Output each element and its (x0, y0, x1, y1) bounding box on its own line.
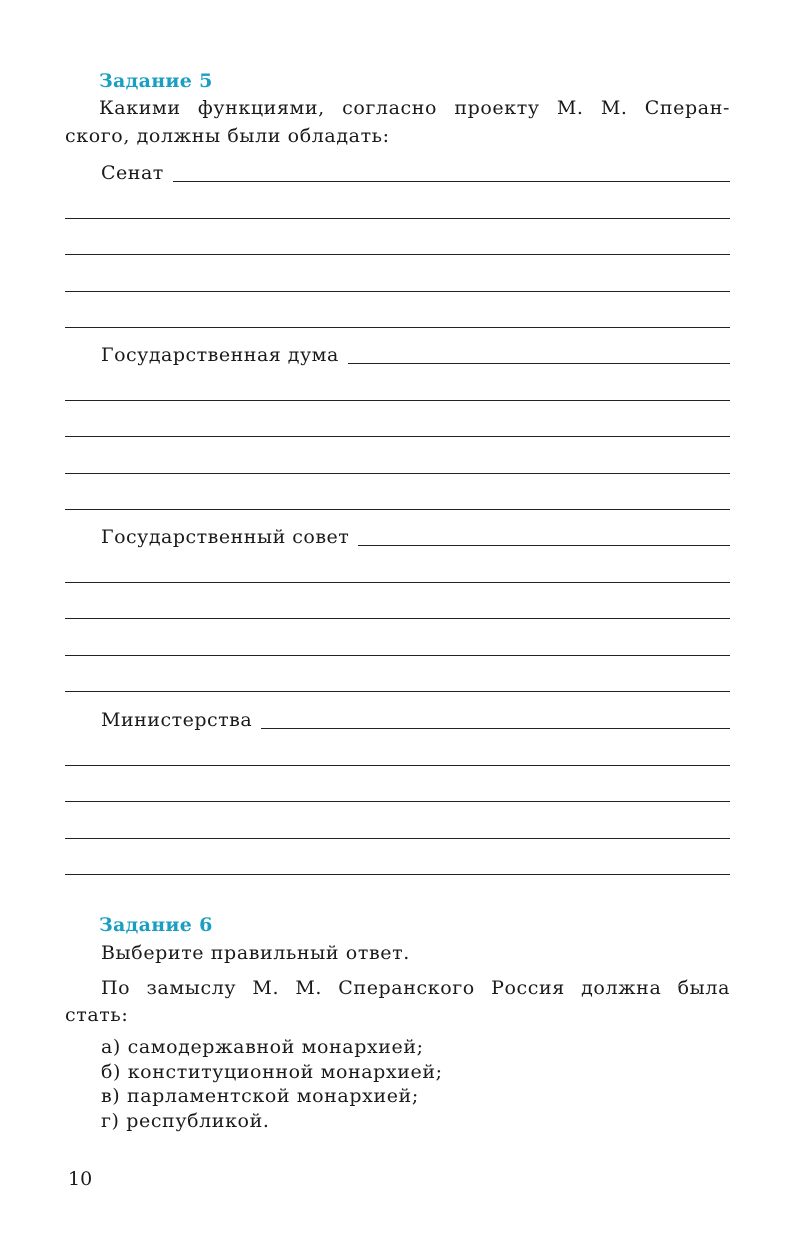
option-b[interactable]: б) конституционной монархией; (101, 1061, 443, 1083)
ministries-answer-line-1[interactable] (65, 765, 730, 766)
senate-answer-line-3[interactable] (65, 291, 730, 292)
senate-answer-line-2[interactable] (65, 254, 730, 255)
council-answer-line-1[interactable] (65, 582, 730, 583)
option-c[interactable]: в) парламентской монархией; (101, 1085, 419, 1107)
ministries-answer-line-2[interactable] (65, 801, 730, 802)
task-5-title: Задание 5 (99, 70, 213, 92)
ministries-answer-line-4[interactable] (65, 874, 730, 875)
senate-answer-line-4[interactable] (65, 327, 730, 328)
council-answer-line-4[interactable] (65, 691, 730, 692)
senate-answer-line-1[interactable] (65, 218, 730, 219)
field-state-duma-label: Государственная дума (101, 344, 339, 366)
task-6-instruction: Выберите правильный ответ. (101, 942, 410, 964)
field-state-council (101, 522, 730, 548)
duma-answer-line-1[interactable] (65, 400, 730, 401)
council-answer-line-3[interactable] (65, 655, 730, 656)
field-state-duma (101, 340, 730, 366)
field-state-council-label: Государственный совет (101, 526, 350, 548)
task-6-question-line-1: По замыслу М. М. Сперанского Россия должна была (101, 977, 730, 999)
field-ministries-label: Министерства (101, 709, 253, 731)
field-ministries-answer-line[interactable] (261, 728, 730, 729)
duma-answer-line-4[interactable] (65, 509, 730, 510)
field-senate-label: Сенат (101, 162, 164, 184)
page-number: 10 (68, 1168, 93, 1190)
council-answer-line-2[interactable] (65, 618, 730, 619)
option-d[interactable]: г) республикой. (101, 1110, 270, 1132)
ministries-answer-line-3[interactable] (65, 838, 730, 839)
field-state-council-answer-line[interactable] (358, 545, 730, 546)
task-5-question-line-2: ского, должны были обладать: (65, 125, 390, 147)
task-5-question-line-1: Какими функциями, согласно проекту М. М. Сперан- (99, 97, 730, 119)
field-senate-answer-line[interactable] (173, 181, 730, 182)
task-6-title: Задание 6 (99, 914, 213, 936)
task-6-question-line-2: стать: (65, 1004, 129, 1026)
duma-answer-line-2[interactable] (65, 436, 730, 437)
field-senate (101, 158, 730, 184)
duma-answer-line-3[interactable] (65, 473, 730, 474)
field-ministries (101, 705, 730, 731)
field-state-duma-answer-line[interactable] (348, 363, 730, 364)
option-a[interactable]: а) самодержавной монархией; (101, 1036, 424, 1058)
